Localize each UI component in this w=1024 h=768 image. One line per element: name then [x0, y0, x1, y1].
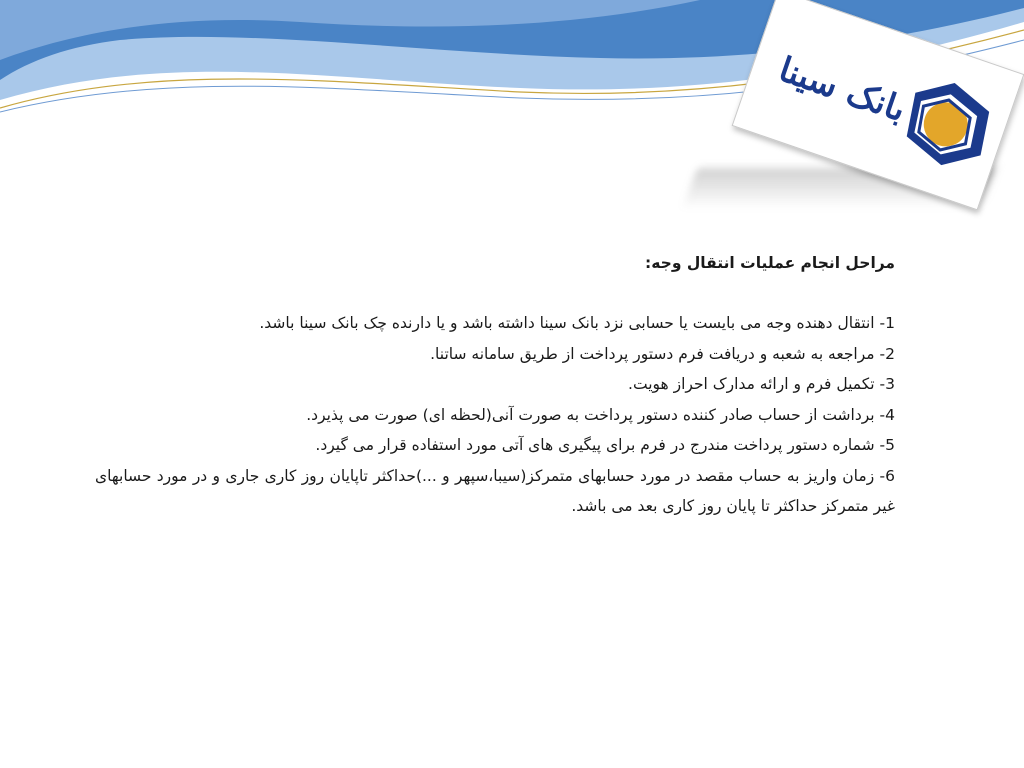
step-1: 1- انتقال دهنده وجه می بایست یا حسابی نزد بانک سینا داشته باشد و یا دارنده چک بانک سینا باشد.: [259, 314, 895, 332]
spacer: [95, 278, 895, 308]
step-3: 3- تکمیل فرم و ارائه مدارک احراز هویت.: [628, 375, 895, 393]
section-heading: مراحل انجام عملیات انتقال وجه:: [645, 254, 895, 272]
step-6: 6- زمان واریز به حساب مقصد در مورد حسابهای متمرکز(سیبا،سپهر و ...)حداکثر تاپایان روز کاری جاری و در مورد حسابهای غیر متمرکز حداکثر تا پایان روز کاری بعد می باشد.: [95, 466, 895, 515]
step-5: 5- شماره دستور پرداخت مندرج در فرم برای پیگیری های آتی مورد استفاده قرار می گیرد.: [315, 436, 895, 454]
step-2: 2- مراجعه به شعبه و دریافت فرم دستور پرداخت از طریق سامانه ساتنا.: [430, 344, 895, 363]
logo-wordmark: بانک سینا: [773, 49, 911, 131]
step-4: 4- برداشت از حساب صادر کننده دستور پرداخت به صورت آنی(لحظه ای) صورت می پذیرد.: [306, 405, 895, 424]
content-body: [95, 248, 895, 522]
